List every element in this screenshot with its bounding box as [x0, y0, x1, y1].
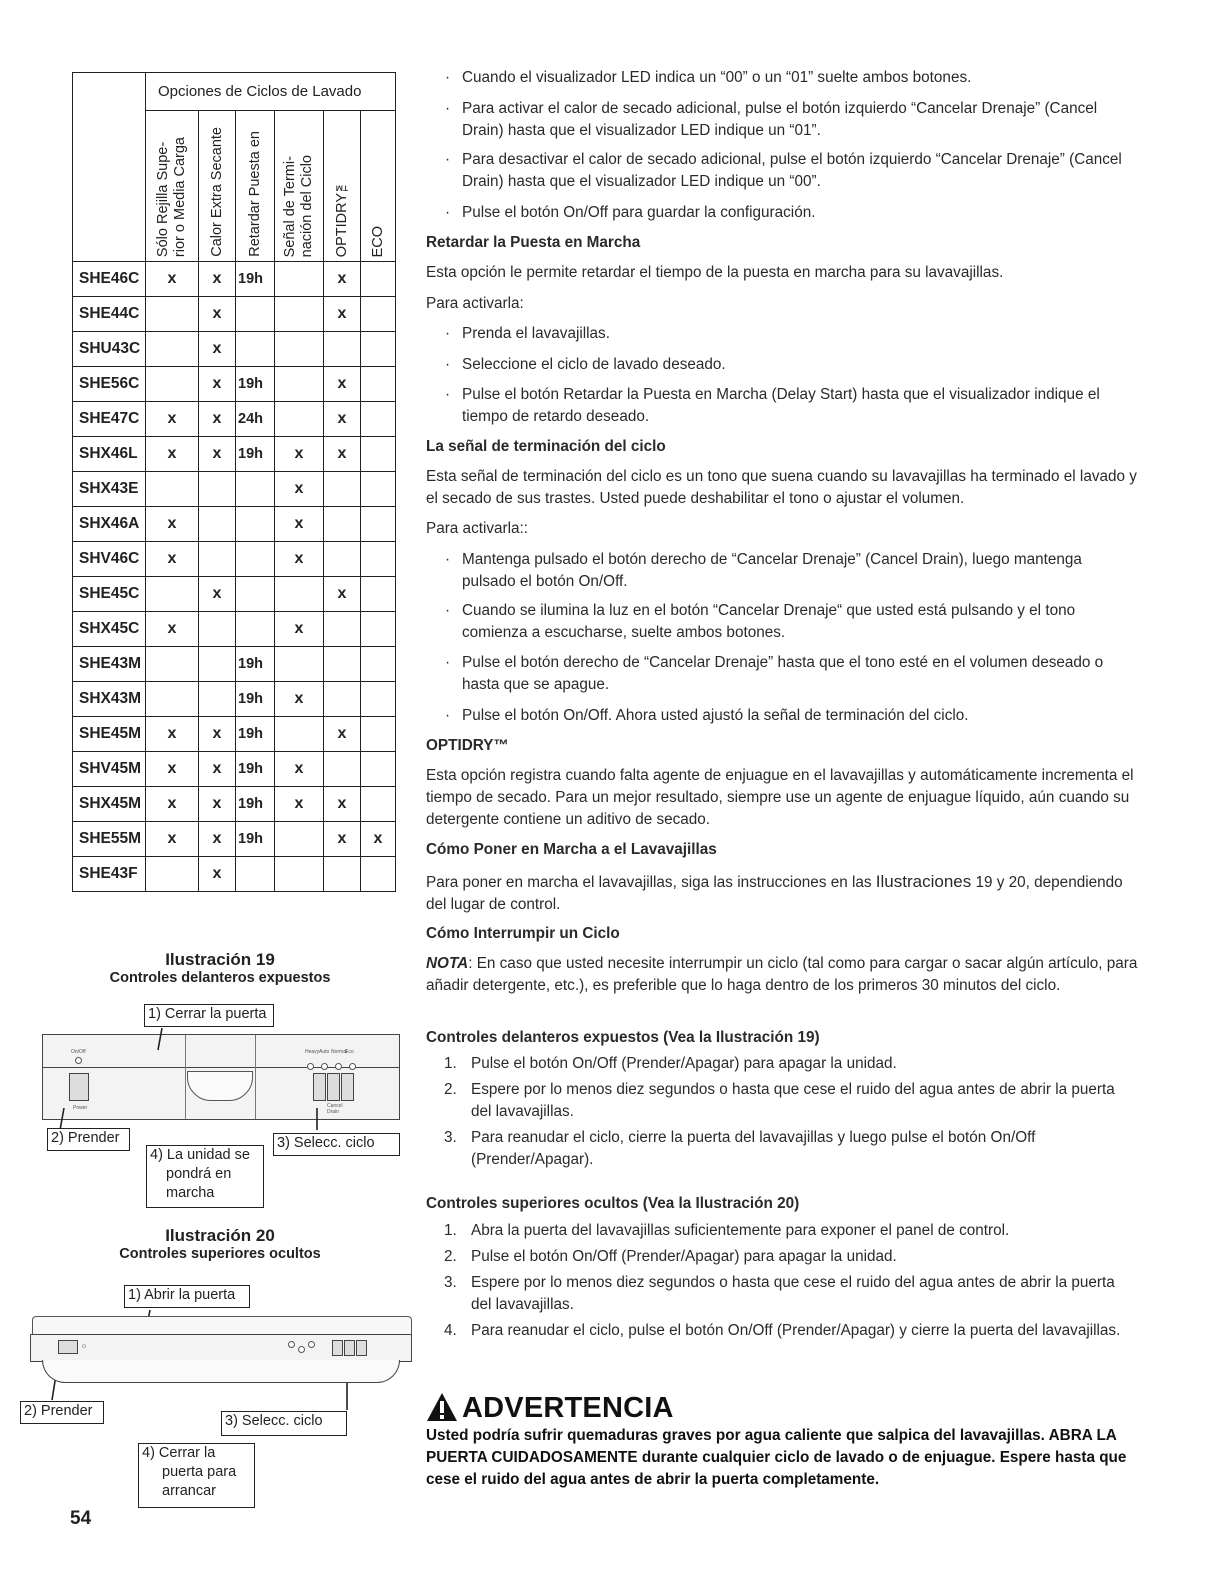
- ill19-label-eco: Eco: [345, 1049, 354, 1055]
- page-number: 54: [70, 1508, 92, 1529]
- list-item-text: Pulse el botón derecho de “Cancelar Drenaje” hasta que el tono esté en el volumen deseado o hasta que se apague.: [462, 654, 1104, 693]
- list-item-text: Cuando el visualizador LED indica un “00” o un “01” suelte ambos botones.: [462, 69, 972, 86]
- ill19-callout-4-line2: pondrá en: [166, 1166, 232, 1182]
- option-cell: x: [146, 717, 199, 752]
- ill20-top-panel: [30, 1316, 412, 1386]
- option-cell: x: [324, 787, 361, 822]
- column-header-text: OPTIDRY™: [333, 176, 350, 257]
- model-cell: SHX43E: [73, 472, 146, 507]
- model-cell: SHX43M: [73, 682, 146, 717]
- list-item: 4. Para reanudar el ciclo, pulse el botón On/Off (Prender/Apagar) y cierre la puerta del lavavajillas.: [444, 1320, 1134, 1342]
- ill19-subtitle: Controles delanteros expuestos: [109, 970, 331, 986]
- model-cell: SHE56C: [73, 367, 146, 402]
- list-item-text: Seleccione el ciclo de lavado deseado.: [462, 356, 726, 373]
- option-cell: x: [199, 752, 236, 787]
- option-cell: x: [275, 437, 324, 472]
- paragraph-emphasis: Ilustraciones: [875, 872, 972, 891]
- list-item: · Para desactivar el calor de secado adicional, pulse el botón izquierdo “Cancelar Drenaje” (Cancel Drain) hasta que el visualizador LED indique un “00”.: [445, 149, 1135, 193]
- heading-optidry: OPTIDRY™: [426, 737, 509, 754]
- list-item: · Pulse el botón On/Off para guardar la configuración.: [445, 202, 1135, 224]
- ill20-cycle-button: [332, 1340, 343, 1356]
- model-cell: SHE45M: [73, 717, 146, 752]
- column-header-text: Calor Extra Secante: [208, 127, 225, 257]
- ill19-label-onoff: On/Off: [71, 1049, 86, 1055]
- option-cell: 19h: [236, 437, 275, 472]
- ill19-label-auto: Auto: [319, 1049, 330, 1055]
- list-item-text: Pulse el botón Retardar la Puesta en Marcha (Delay Start) hasta que el visualizador indique el tiempo de retardo deseado.: [462, 386, 1100, 425]
- list-item-text: Para activar el calor de secado adicional, pulse el botón izquierdo “Cancelar Drenaje” (Cancel Drain) hasta que el visualizador LED indique un “01”.: [462, 100, 1098, 139]
- model-cell: SHE45C: [73, 577, 146, 612]
- ill20-led-icon: [298, 1346, 305, 1353]
- column-header-text: Sólo Rejilla Supe- rior o Media Carga: [155, 136, 188, 257]
- option-cell: x: [324, 437, 361, 472]
- model-cell: SHV46C: [73, 542, 146, 577]
- option-cell: x: [199, 262, 236, 297]
- warning-icon: [426, 1392, 458, 1422]
- heading-front-controls: Controles delanteros expuestos (Vea la Ilustración 19): [426, 1029, 820, 1046]
- option-cell: x: [324, 577, 361, 612]
- option-cell: x: [146, 507, 199, 542]
- warning-title: ADVERTENCIA: [462, 1392, 674, 1424]
- option-cell: x: [324, 822, 361, 857]
- ill19-label-heavy: Heavy: [305, 1049, 320, 1055]
- option-cell: x: [275, 682, 324, 717]
- list-item: · Pulse el botón On/Off. Ahora usted ajustó la señal de terminación del ciclo.: [445, 705, 1135, 727]
- model-cell: SHE43M: [73, 647, 146, 682]
- ill20-cycle-button: [344, 1340, 355, 1356]
- option-cell: x: [146, 542, 199, 577]
- paragraph: Esta señal de terminación del ciclo es un tono que suena cuando su lavavajillas ha terminado el lavado y el secado de sus trastes. Usted puede deshabilitar el tono o ajustar el volumen.: [426, 468, 1137, 507]
- paragraph: [426, 871, 1144, 916]
- option-cell: x: [324, 402, 361, 437]
- option-cell: x: [146, 787, 199, 822]
- list-item-text: Pulse el botón On/Off. Ahora usted ajustó la señal de terminación del ciclo.: [462, 707, 969, 724]
- option-cell: x: [146, 262, 199, 297]
- model-cell: SHX45M: [73, 787, 146, 822]
- list-item-text: Prenda el lavavajillas.: [462, 325, 610, 342]
- note-label: NOTA: [426, 955, 469, 972]
- list-item: · Para activar el calor de secado adicional, pulse el botón izquierdo “Cancelar Drenaje” (Cancel Drain) hasta que el visualizador LED indique un “01”.: [445, 98, 1135, 142]
- option-cell: x: [324, 367, 361, 402]
- list-item: · Prenda el lavavajillas.: [445, 323, 1135, 345]
- option-cell: x: [199, 577, 236, 612]
- model-cell: SHX46A: [73, 507, 146, 542]
- model-cell: SHE55M: [73, 822, 146, 857]
- ill19-callout-power: 2) Prender: [47, 1128, 130, 1151]
- option-cell: 19h: [236, 367, 275, 402]
- list-item-text: Pulse el botón On/Off (Prender/Apagar) para apagar la unidad.: [471, 1248, 897, 1265]
- list-item: · Pulse el botón Retardar la Puesta en Marcha (Delay Start) hasta que el visualizador indique el tiempo de retardo deseado.: [445, 384, 1135, 428]
- note-paragraph: [426, 953, 1144, 997]
- ill20-caption: [90, 1226, 350, 1262]
- column-header-text: Retardar Puesta en: [246, 131, 263, 257]
- list-item: · Mantenga pulsado el botón derecho de “Cancelar Drenaje” (Cancel Drain), luego mantenga pulsado el botón On/Off.: [445, 549, 1135, 593]
- model-cell: SHU43C: [73, 332, 146, 367]
- option-cell: x: [146, 612, 199, 647]
- table-group-header: Opciones de Ciclos de Lavado: [146, 73, 396, 111]
- ill20-power-button: [58, 1340, 78, 1354]
- list-item-text: Mantenga pulsado el botón derecho de “Cancelar Drenaje” (Cancel Drain), luego mantenga pulsado el botón On/Off.: [462, 551, 1082, 590]
- list-item: 2. Espere por lo menos diez segundos o hasta que cese el ruido del agua antes de abrir la puerta del lavavajillas.: [444, 1079, 1134, 1123]
- option-cell: 19h: [236, 647, 275, 682]
- paragraph-part: Para poner en marcha el lavavajillas, siga las instrucciones en las: [426, 874, 876, 891]
- paragraph: Esta opción le permite retardar el tiempo de la puesta en marcha para su lavavajillas.: [426, 264, 1004, 281]
- warning-text: Usted podría sufrir quemaduras graves por agua caliente que salpica del lavavajillas. ABRA LA PUERTA CUIDADOSAMENTE durante cualquier ciclo de lavado o de enjuague. Espere hasta que cese el ruido del agua antes de abrir la puerta completamente.: [426, 1427, 1127, 1488]
- list-item-text: Para reanudar el ciclo, cierre la puerta del lavavajillas y luego pulse el botón On/Off (Prender/Apagar).: [471, 1129, 1036, 1168]
- option-cell: x: [146, 822, 199, 857]
- paragraph: Para activarla::: [426, 520, 529, 537]
- option-cell: x: [275, 472, 324, 507]
- list-item-text: Para desactivar el calor de secado adicional, pulse el botón izquierdo “Cancelar Drenaje” (Cancel Drain) hasta que el visualizador LED indique un “00”.: [462, 151, 1122, 190]
- ill19-label-power: Power: [73, 1105, 88, 1111]
- model-cell: SHV45M: [73, 752, 146, 787]
- option-cell: x: [199, 367, 236, 402]
- option-cell: x: [324, 717, 361, 752]
- heading-delay-start: Retardar la Puesta en Marcha: [426, 234, 641, 251]
- option-cell: x: [199, 857, 236, 892]
- option-cell: x: [324, 297, 361, 332]
- ill20-callout-open-door: 1) Abrir la puerta: [124, 1285, 250, 1308]
- ill20-cycle-button: [356, 1340, 367, 1356]
- list-item-text: Cuando se ilumina la luz en el botón “Cancelar Drenaje“ que usted está pulsando y el tono comienza a escucharse, suelte ambos botones.: [462, 602, 1076, 641]
- option-cell: x: [199, 297, 236, 332]
- heading-interrupt-cycle: Cómo Interrumpir un Ciclo: [426, 925, 620, 942]
- ill19-label-normal: Normal: [331, 1049, 348, 1055]
- heading-end-signal: La señal de terminación del ciclo: [426, 438, 666, 455]
- option-cell: x: [361, 822, 396, 857]
- list-item: · Seleccione el ciclo de lavado deseado.: [445, 354, 1135, 376]
- ill19-callout-close-door: 1) Cerrar la puerta: [144, 1004, 274, 1027]
- option-cell: x: [275, 612, 324, 647]
- option-cell: x: [275, 787, 324, 822]
- model-cell: SHE46C: [73, 262, 146, 297]
- ill19-callout-4-line3: marcha: [166, 1185, 215, 1201]
- option-cell: x: [324, 262, 361, 297]
- heading-start-dishwasher: Cómo Poner en Marcha a el Lavavajillas: [426, 841, 717, 858]
- ill20-power-icon: ⏻: [82, 1344, 86, 1350]
- ill19-label-cancel: Cancel: [327, 1103, 343, 1109]
- list-item: 3. Para reanudar el ciclo, cierre la puerta del lavavajillas y luego pulse el botón On/Off (Prender/Apagar).: [444, 1127, 1134, 1171]
- ill19-title: Ilustración 19: [165, 950, 275, 969]
- ill19-callout-unit-starts: [146, 1145, 264, 1208]
- ill19-label-drain: Drain: [327, 1109, 339, 1115]
- option-cell: 19h: [236, 822, 275, 857]
- ill20-callout-4-line2: puerta para: [162, 1464, 237, 1480]
- ill19-callout-4-line1: 4) La unidad se: [150, 1147, 250, 1163]
- list-item-text: Pulse el botón On/Off para guardar la configuración.: [462, 204, 816, 221]
- option-cell: x: [275, 507, 324, 542]
- list-item-text: Espere por lo menos diez segundos o hasta que cese el ruido del agua antes de abrir la puerta del lavavajillas.: [471, 1081, 1115, 1120]
- ill20-led-icon: [308, 1341, 315, 1348]
- list-item: · Cuando se ilumina la luz en el botón “Cancelar Drenaje“ que usted está pulsando y el tono comienza a escucharse, suelte ambos botones.: [445, 600, 1135, 644]
- option-cell: x: [275, 752, 324, 787]
- ill20-led-icon: [288, 1341, 295, 1348]
- option-cell: x: [199, 402, 236, 437]
- ill20-door-handle: [42, 1360, 400, 1383]
- paragraph: Esta opción registra cuando falta agente de enjuague en el lavavajillas y automáticamente incrementa el tiempo de secado. Para un mejor resultado, siempre use un agente de enjuague líquido, aún cuando su detergente contiene un aditivo de secado.: [426, 767, 1134, 828]
- option-cell: x: [146, 437, 199, 472]
- option-cell: 19h: [236, 682, 275, 717]
- model-cell: SHX45C: [73, 612, 146, 647]
- model-cell: SHX46L: [73, 437, 146, 472]
- option-cell: 19h: [236, 262, 275, 297]
- list-item-text: Para reanudar el ciclo, pulse el botón On/Off (Prender/Apagar) y cierre la puerta del lavavajillas.: [471, 1322, 1121, 1339]
- option-cell: x: [199, 332, 236, 367]
- option-cell: x: [275, 542, 324, 577]
- list-item: 1. Pulse el botón On/Off (Prender/Apagar) para apagar la unidad.: [444, 1053, 1134, 1075]
- option-cell: 19h: [236, 752, 275, 787]
- list-item: · Cuando el visualizador LED indica un “00” o un “01” suelte ambos botones.: [445, 67, 1135, 89]
- list-item: 2. Pulse el botón On/Off (Prender/Apagar) para apagar la unidad.: [444, 1246, 1134, 1268]
- ill20-title: Ilustración 20: [165, 1226, 275, 1245]
- ill20-callout-power: 2) Prender: [20, 1401, 104, 1424]
- ill20-subtitle: Controles superiores ocultos: [119, 1246, 321, 1262]
- option-cell: 19h: [236, 787, 275, 822]
- column-header-text: ECO: [369, 225, 386, 257]
- list-item-text: Abra la puerta del lavavajillas suficientemente para exponer el panel de control.: [471, 1222, 1010, 1239]
- option-cell: 19h: [236, 717, 275, 752]
- model-cell: SHE47C: [73, 402, 146, 437]
- option-cell: x: [146, 402, 199, 437]
- list-item-text: Pulse el botón On/Off (Prender/Apagar) para apagar la unidad.: [471, 1055, 897, 1072]
- list-item: 1. Abra la puerta del lavavajillas suficientemente para exponer el panel de control.: [444, 1220, 1134, 1242]
- ill19-callout-select-cycle: 3) Selecc. ciclo: [273, 1133, 400, 1156]
- paragraph: Para activarla:: [426, 295, 524, 312]
- model-cell: SHE43F: [73, 857, 146, 892]
- option-cell: x: [199, 822, 236, 857]
- option-cell: 24h: [236, 402, 275, 437]
- paragraph-part: 19 y 20, dependiendo del lugar de control.: [426, 874, 1123, 913]
- list-item: · Pulse el botón derecho de “Cancelar Drenaje” hasta que el tono esté en el volumen deseado o hasta que se apague.: [445, 652, 1135, 696]
- column-header-text: Señal de Termi- nación del Ciclo: [282, 154, 315, 257]
- note-text: : En caso que usted necesite interrumpir un ciclo (tal como para cargar o sacar algún artículo, para añadir detergente, etc.), es preferible que lo haga dentro de los primeros 30 minutos del ciclo.: [426, 955, 1138, 994]
- option-cell: x: [199, 787, 236, 822]
- heading-top-controls: Controles superiores ocultos (Vea la Ilustración 20): [426, 1195, 800, 1212]
- ill20-callout-4-line3: arrancar: [162, 1483, 216, 1499]
- ill20-callout-close-to-start: [138, 1443, 255, 1508]
- ill20-callout-4-line1: 4) Cerrar la: [142, 1445, 216, 1461]
- ill20-callout-select-cycle: 3) Selecc. ciclo: [221, 1411, 347, 1436]
- list-item: 3. Espere por lo menos diez segundos o hasta que cese el ruido del agua antes de abrir la puerta del lavavajillas.: [444, 1272, 1134, 1316]
- list-item-text: Espere por lo menos diez segundos o hasta que cese el ruido del agua antes de abrir la puerta del lavavajillas.: [471, 1274, 1115, 1313]
- option-cell: x: [199, 437, 236, 472]
- option-cell: x: [146, 752, 199, 787]
- model-cell: SHE44C: [73, 297, 146, 332]
- option-cell: x: [199, 717, 236, 752]
